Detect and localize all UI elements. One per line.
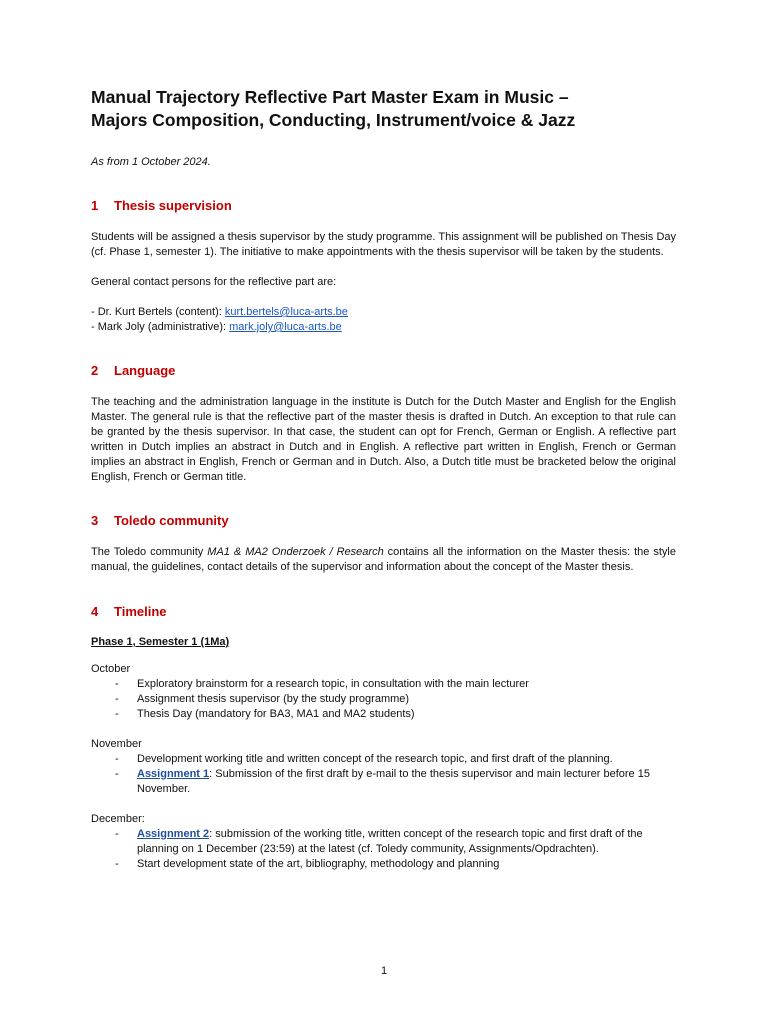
phase-heading: Phase 1, Semester 1 (1Ma) [91, 636, 230, 648]
assignment-2-link[interactable]: Assignment 2 [137, 828, 210, 840]
list-item: - Assignment thesis supervisor (by the study programme) [91, 692, 676, 707]
section-2-heading [91, 363, 676, 378]
section-number: 4 [91, 604, 99, 619]
page-number: 1 [380, 965, 388, 977]
section-3-heading [91, 513, 676, 528]
section-title: Toledo community [114, 513, 229, 528]
contact-list [91, 305, 676, 335]
list-item: - Start development state of the art, bibliography, methodology and planning [91, 857, 676, 872]
list-item: - Thesis Day (mandatory for BA3, MA1 and MA2 students) [91, 707, 676, 722]
october-list [91, 677, 676, 722]
list-item [91, 827, 676, 857]
supervision-paragraph: Students will be assigned a thesis supervisor by the study programme. This assignment will be published on Thesis Day (cf. Phase 1, semester 1). The initiative to make appointments with the thesis supervisor will be taken by the students. [91, 231, 676, 258]
contact-intro: General contact persons for the reflective part are: [91, 276, 337, 288]
toledo-text-b: contains all the information on the Master thesis: the style manual, the guidelines, contact details of the supervisor and information about the concept of the Master thesis. [91, 546, 676, 573]
assignment-2-text: : submission of the working title, written concept of the research topic and first draft of the planning on 1 December (23:59) at the latest (cf. Toledy community, Assignments/Opdrachten). [137, 828, 643, 855]
document-page [91, 86, 676, 872]
effective-date: As from 1 October 2024. [91, 156, 211, 168]
contact-label: - Dr. Kurt Bertels (content): [91, 306, 225, 318]
month-december: December: [91, 813, 145, 825]
language-paragraph: The teaching and the administration language in the institute is Dutch for the Dutch Master and English for the English Master. The general rule is that the reflective part of the master thesis is drafted in Dutch. An exception to that rule can be granted by the thesis supervisor. In that case, the student can opt for French, German or English. A reflective part written in Dutch implies an abstract in Dutch and in English. A reflective part written in English, French or German implies an abstract in English, French or German and in Dutch. Also, a Dutch title must be bracketed below the original English, French or German title. [91, 396, 676, 483]
toledo-community-name: MA1 & MA2 Onderzoek / Research [207, 546, 384, 558]
section-title: Thesis supervision [114, 198, 232, 213]
december-list [91, 827, 676, 872]
section-number: 1 [91, 198, 99, 213]
section-title: Timeline [114, 604, 167, 619]
section-number: 2 [91, 363, 99, 378]
email-link-bertels[interactable]: kurt.bertels@luca-arts.be [224, 306, 348, 318]
list-item: - Exploratory brainstorm for a research topic, in consultation with the main lecturer [91, 677, 676, 692]
title-line-2: Majors Composition, Conducting, Instrument/voice & Jazz [91, 110, 576, 130]
document-title [91, 86, 676, 132]
toledo-text-a: The Toledo community [91, 546, 208, 558]
month-november: November [91, 738, 142, 750]
list-item: - Development working title and written concept of the research topic, and first draft of the planning. [91, 752, 676, 767]
section-4-heading [91, 604, 676, 619]
title-line-1: Manual Trajectory Reflective Part Master Exam in Music – [91, 87, 569, 107]
month-october: October [91, 663, 131, 675]
november-list [91, 752, 676, 797]
section-number: 3 [91, 513, 99, 528]
list-item [91, 767, 676, 797]
contact-administrative [91, 320, 676, 335]
section-title: Language [114, 363, 176, 378]
toledo-paragraph [91, 545, 676, 575]
contact-label: - Mark Joly (administrative): [91, 321, 230, 333]
assignment-1-link[interactable]: Assignment 1 [137, 768, 210, 780]
section-1-heading [91, 198, 676, 213]
contact-content [91, 305, 676, 320]
assignment-1-text: : Submission of the first draft by e-mail to the thesis supervisor and main lecturer before 15 November. [137, 768, 650, 795]
email-link-joly[interactable]: mark.joly@luca-arts.be [229, 321, 342, 333]
